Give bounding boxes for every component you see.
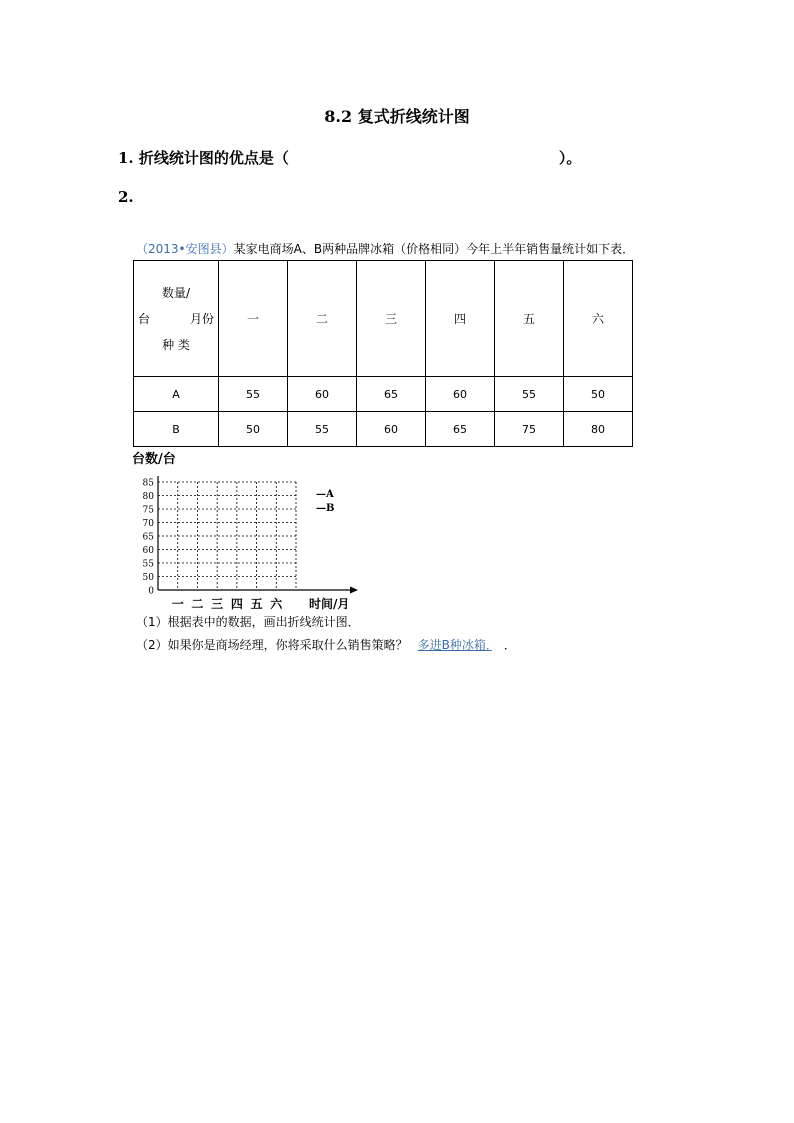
y-tick-label: 65 <box>142 532 154 543</box>
x-tick-label: 四 <box>230 597 243 611</box>
sub-question-2 <box>136 636 516 653</box>
question-1-text: 折线统计图的优点是（ <box>138 149 289 167</box>
y-tick-label: 50 <box>142 573 154 583</box>
y-tick-label: 75 <box>142 505 154 516</box>
table-cell: 65 <box>357 377 426 412</box>
table-cell: 80 <box>564 412 633 447</box>
problem-statement <box>136 240 634 257</box>
x-tick-label: 六 <box>270 597 283 611</box>
table-row-a <box>134 377 633 412</box>
y-tick-label: 80 <box>142 492 154 502</box>
month-header: 一 <box>219 261 288 377</box>
table-cell: 50 <box>219 412 288 447</box>
question-1 <box>118 147 581 168</box>
x-tick-label: 三 <box>211 597 224 611</box>
x-tick-label: 五 <box>250 597 263 611</box>
x-tick-label: 二 <box>191 597 204 611</box>
header-line-2: 台 <box>138 311 151 326</box>
month-header: 二 <box>288 261 357 377</box>
sub-question-2-end: ． <box>503 638 516 652</box>
y-tick-label: 0 <box>148 586 154 597</box>
row-label: A <box>134 377 219 412</box>
sub-question-2-answer: 多进B种冰箱． <box>417 638 492 652</box>
table-cell: 75 <box>495 412 564 447</box>
y-tick-label: 85 <box>142 478 154 489</box>
header-line-4: 种 类 <box>162 337 190 352</box>
x-axis-label: 时间/月 <box>309 597 350 611</box>
table-header-row <box>134 261 633 377</box>
problem-text: 某家电商场A、B两种品牌冰箱（价格相同）今年上半年销售量统计如下表． <box>233 242 635 256</box>
x-tick-label: 一 <box>171 597 184 611</box>
question-1-close: ）。 <box>558 149 582 167</box>
table-cell: 55 <box>219 377 288 412</box>
month-header: 三 <box>357 261 426 377</box>
sub-question-2-text: （2）如果你是商场经理，你将采取什么销售策略？ <box>136 638 408 652</box>
table-cell: 55 <box>495 377 564 412</box>
table-cell: 65 <box>426 412 495 447</box>
table-cell: 60 <box>357 412 426 447</box>
legend-entry: —A <box>316 489 334 500</box>
header-line-1: 数量/ <box>161 285 191 300</box>
header-line-3: 月份 <box>189 311 214 326</box>
month-header: 六 <box>564 261 633 377</box>
question-1-number: 1. <box>118 149 134 167</box>
corner-header-cell <box>134 261 219 377</box>
y-tick-label: 70 <box>142 519 154 529</box>
month-header: 五 <box>495 261 564 377</box>
y-axis-label: 台数/台 <box>132 452 176 467</box>
y-tick-label: 55 <box>142 559 154 570</box>
legend-entry: —B <box>316 503 335 514</box>
row-label: B <box>134 412 219 447</box>
line-chart <box>126 448 376 613</box>
month-header: 四 <box>426 261 495 377</box>
problem-source[interactable]: （2013•安图县） <box>136 242 234 256</box>
page-title: 8.2 复式折线统计图 <box>324 107 470 126</box>
table-cell: 60 <box>288 377 357 412</box>
sales-table <box>133 260 633 447</box>
x-axis-arrow <box>350 587 358 594</box>
y-tick-label: 60 <box>142 546 154 556</box>
table-cell: 50 <box>564 377 633 412</box>
question-2-number: 2. <box>118 188 134 206</box>
table-cell: 60 <box>426 377 495 412</box>
table-cell: 55 <box>288 412 357 447</box>
sub-question-1: （1）根据表中的数据，画出折线统计图． <box>136 615 360 629</box>
table-row-b <box>134 412 633 447</box>
